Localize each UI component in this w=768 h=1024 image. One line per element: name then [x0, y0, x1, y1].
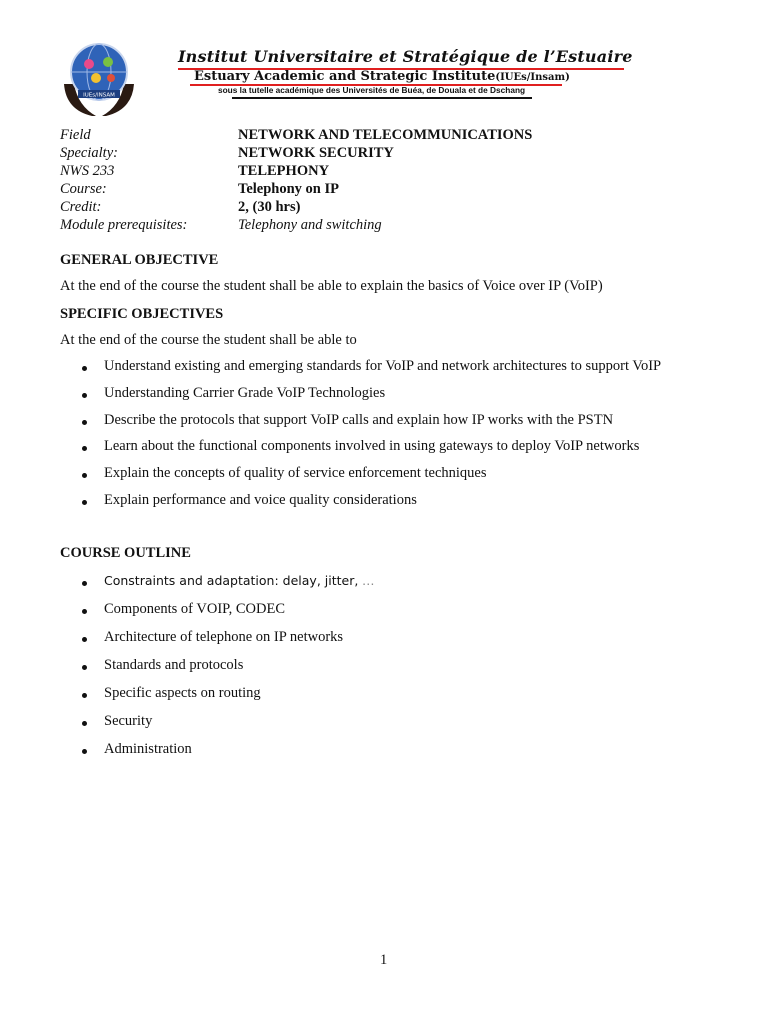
- info-label: Module prerequisites:: [60, 217, 188, 233]
- list-item: Security: [60, 713, 374, 741]
- info-label: Specialty:: [60, 145, 118, 161]
- course-info-block: [60, 126, 532, 234]
- specific-objectives-heading: SPECIFIC OBJECTIVES: [60, 306, 224, 322]
- list-item: Architecture of telephone on IP networks: [60, 629, 374, 657]
- institute-abbreviation: (IUEs/Insam): [495, 72, 570, 83]
- list-item: [60, 573, 374, 601]
- course-outline-list: [60, 573, 374, 769]
- info-label: Field: [60, 127, 91, 143]
- page-number: 1: [380, 952, 388, 968]
- list-item: Specific aspects on routing: [60, 685, 374, 713]
- list-item: Administration: [60, 741, 374, 769]
- list-item: Understand existing and emerging standards for VoIP and network architectures to support VoIP: [60, 358, 661, 385]
- info-row-credit: [60, 198, 532, 216]
- info-label: NWS 233: [60, 163, 115, 179]
- info-row-specialty: [60, 144, 532, 162]
- info-value: TELEPHONY: [238, 163, 330, 179]
- course-outline-heading: COURSE OUTLINE: [60, 545, 191, 561]
- list-item: Explain the concepts of quality of service enforcement techniques: [60, 465, 661, 492]
- list-item: Learn about the functional components involved in using gateways to deploy VoIP networks: [60, 438, 661, 465]
- info-value: Telephony on IP: [238, 181, 339, 197]
- list-item: Understanding Carrier Grade VoIP Technologies: [60, 385, 661, 412]
- info-row-code: [60, 162, 532, 180]
- info-label: Course:: [60, 181, 107, 197]
- info-row-field: [60, 126, 532, 144]
- ellipsis: …: [361, 573, 375, 588]
- academic-supervision-note: sous la tutelle académique des Universités de Buéa, de Douala et de Dschang: [218, 85, 526, 95]
- institute-name-french: Institut Universitaire et Stratégique de l’Estuaire: [178, 47, 633, 66]
- list-item: Components of VOIP, CODEC: [60, 601, 374, 629]
- info-row-prerequisites: [60, 216, 532, 234]
- info-value: NETWORK AND TELECOMMUNICATIONS: [238, 127, 533, 143]
- general-objective-text: At the end of the course the student shall be able to explain the basics of Voice over IP (VoIP): [60, 278, 603, 294]
- logo-text: IUEs/INSAM: [83, 92, 115, 99]
- info-label: Credit:: [60, 199, 102, 215]
- list-item-text: Constraints and adaptation: delay, jitter,: [104, 573, 359, 588]
- info-row-course: [60, 180, 532, 198]
- info-value: NETWORK SECURITY: [238, 145, 394, 161]
- info-value: Telephony and switching: [238, 217, 382, 233]
- institute-name-english-text: Estuary Academic and Strategic Institute: [194, 69, 496, 84]
- specific-objectives-intro: At the end of the course the student shall be able to: [60, 332, 357, 348]
- general-objective-heading: GENERAL OBJECTIVE: [60, 252, 219, 268]
- specific-objectives-list: [60, 358, 661, 519]
- list-item: Explain performance and voice quality considerations: [60, 492, 661, 519]
- institute-name-english: [194, 69, 570, 84]
- institute-logo: [56, 40, 142, 118]
- list-item: Standards and protocols: [60, 657, 374, 685]
- info-value: 2, (30 hrs): [238, 199, 301, 215]
- black-divider: [232, 97, 532, 99]
- list-item: Describe the protocols that support VoIP calls and explain how IP works with the PSTN: [60, 412, 661, 439]
